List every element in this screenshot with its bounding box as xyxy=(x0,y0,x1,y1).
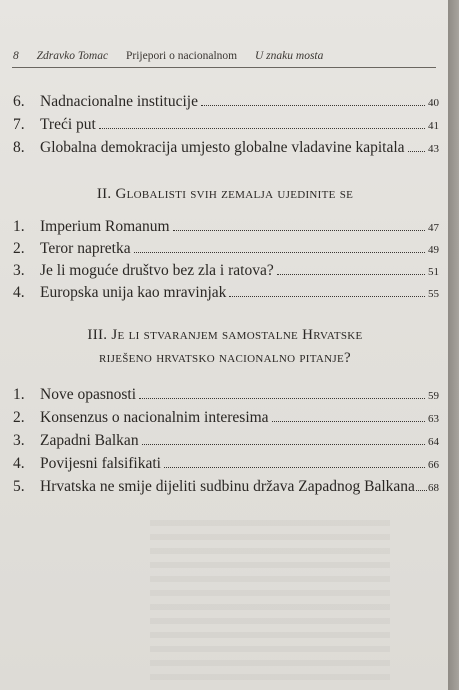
leader-dots xyxy=(408,139,425,152)
toc-entry-title: Teror napretka xyxy=(40,240,131,257)
toc-entry-number: 3. xyxy=(13,262,25,279)
toc-entry-number: 7. xyxy=(13,116,25,133)
toc-entry-page: 55 xyxy=(428,288,439,300)
page-edge-shadow xyxy=(448,0,459,690)
leader-dots xyxy=(416,478,427,491)
toc-entry xyxy=(13,116,439,136)
section-title: U znaku mosta xyxy=(255,50,324,62)
toc-entry-title: Hrvatska ne smije dijeliti sudbinu država Zapadnog Balkana xyxy=(40,478,415,495)
toc-entry-title: Imperium Romanum xyxy=(40,218,170,235)
toc-entry xyxy=(13,478,439,498)
leader-dots xyxy=(277,262,425,275)
book-title: Prijepori o nacionalnom xyxy=(125,50,238,62)
toc-entry xyxy=(13,262,439,282)
toc-entry xyxy=(13,455,439,475)
leader-dots xyxy=(142,432,425,445)
toc-entry-number: 1. xyxy=(13,218,25,235)
toc-entry-page: 64 xyxy=(428,436,439,448)
toc-entry-number: 8. xyxy=(13,139,25,156)
toc-entry xyxy=(13,409,439,429)
toc-entry xyxy=(13,284,439,304)
toc-entry-title: Nadnacionalne institucije xyxy=(40,93,198,110)
page-number: 8 xyxy=(13,50,19,62)
toc-entry-page: 63 xyxy=(428,413,439,425)
toc-entry xyxy=(13,218,439,238)
toc-entry-title: Nove opasnosti xyxy=(40,386,137,403)
toc-entry-number: 5. xyxy=(13,478,25,495)
toc-entry xyxy=(13,93,439,113)
toc-entry-title: Europska unija kao mravinjak xyxy=(40,284,227,301)
bleed-through-texture xyxy=(150,520,390,680)
toc-entry-number: 4. xyxy=(13,455,25,472)
toc-entry-number: 2. xyxy=(13,240,25,257)
toc-entry-title: Treći put xyxy=(40,116,96,133)
leader-dots xyxy=(139,386,425,399)
toc-entry xyxy=(13,432,439,452)
toc-entry-page: 49 xyxy=(428,244,439,256)
leader-dots xyxy=(229,284,425,297)
leader-dots xyxy=(134,240,425,253)
toc-entry-title: Konsenzus o nacionalnim interesima xyxy=(40,409,269,426)
toc-entry-page: 40 xyxy=(428,97,439,109)
toc-entry-title: Je li moguće društvo bez zla i ratova? xyxy=(40,262,274,279)
toc-entry xyxy=(13,386,439,406)
toc-entry-title: Globalna demokracija umjesto globalne vladavine kapitala xyxy=(40,139,405,156)
section-heading-line1: III. Je li stvaranjem samostalne Hrvatske xyxy=(87,327,363,343)
toc-entry-title: Povijesni falsifikati xyxy=(40,455,161,472)
section-heading-line2: riješeno hrvatsko nacionalno pitanje? xyxy=(99,350,351,366)
toc-entry-number: 4. xyxy=(13,284,25,301)
toc-entry xyxy=(13,240,439,260)
header-rule xyxy=(12,67,436,68)
toc-entry-page: 68 xyxy=(428,482,439,494)
toc-entry-page: 66 xyxy=(428,459,439,471)
toc-entry-page: 47 xyxy=(428,222,439,234)
leader-dots xyxy=(272,409,425,422)
toc-entry-page: 41 xyxy=(428,120,439,132)
toc-entry-page: 43 xyxy=(428,143,439,155)
section-heading: II. Globalisti svih zemalja ujedinite se xyxy=(96,186,354,202)
toc-entry-page: 59 xyxy=(428,390,439,402)
toc-entry-number: 6. xyxy=(13,93,25,110)
leader-dots xyxy=(173,218,425,231)
toc-entry xyxy=(13,139,439,159)
toc-entry-number: 1. xyxy=(13,386,25,403)
toc-entry-number: 3. xyxy=(13,432,25,449)
leader-dots xyxy=(164,455,425,468)
author-name: Zdravko Tomac xyxy=(36,50,109,62)
leader-dots xyxy=(99,116,425,129)
toc-entry-number: 2. xyxy=(13,409,25,426)
leader-dots xyxy=(201,93,425,106)
toc-entry-page: 51 xyxy=(428,266,439,278)
running-head xyxy=(13,50,433,62)
toc-entry-title: Zapadni Balkan xyxy=(40,432,139,449)
